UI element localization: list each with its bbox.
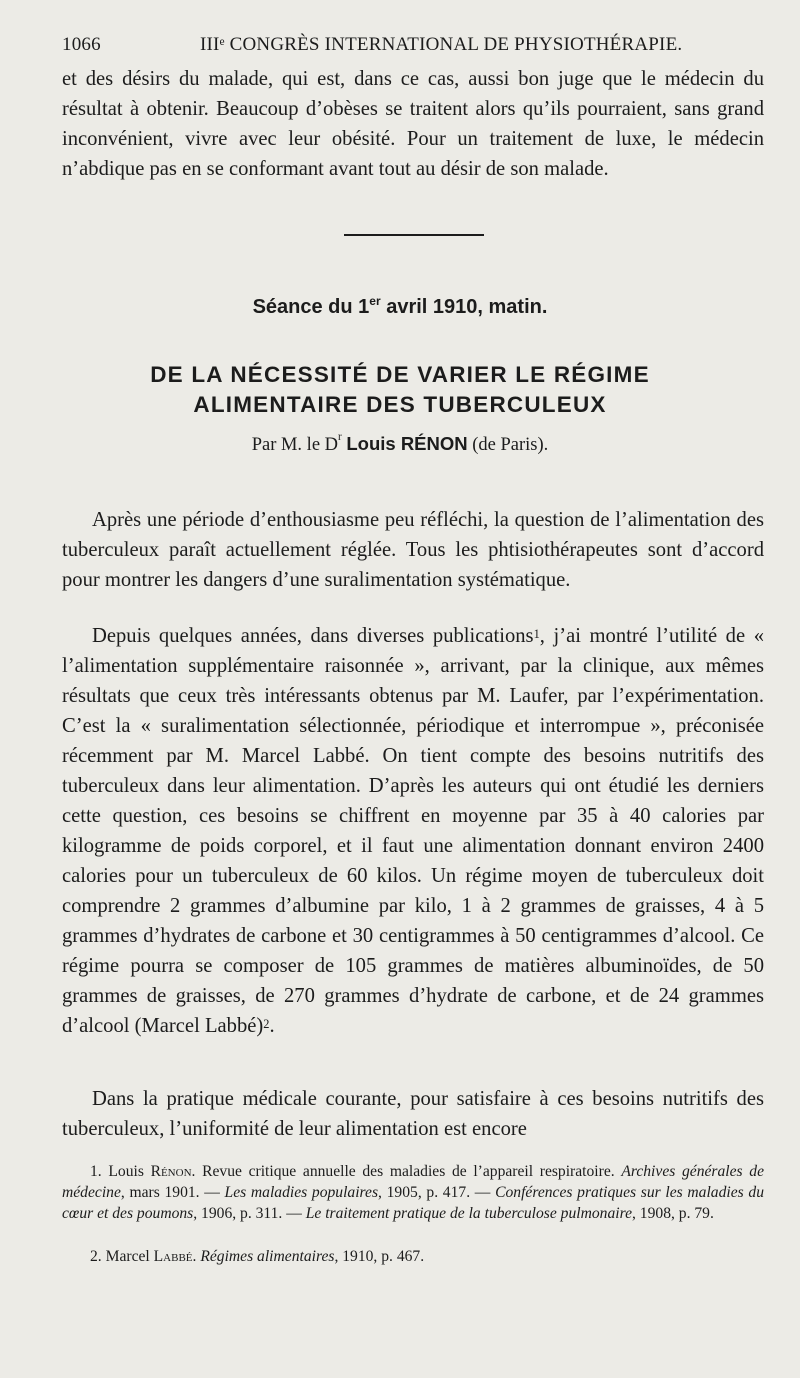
continuation-paragraph: et des désirs du malade, qui est, dans ce cas, aussi bon juge que le médecin du résultat à obtenir. Beaucoup d’obèses se traitent alors qu’ils pourraient, sans grand inconvénient, vivre avec leur obésité. Pour un traitement de luxe, le médecin n’abdique pas en se conformant avant tout au désir de son malade. [62,68,764,180]
article-title-line-2: ALIMENTAIRE DES TUBERCULEUX [193,392,607,417]
byline [0,433,800,456]
body-paragraph-2-text-a: Depuis quelques années, dans diverses publications [92,625,534,647]
fn1-b: . Revue critique annuelle des maladies de l’appareil respiratoire. [191,1163,622,1180]
body-paragraph-2-text-b: , j’ai montré l’utilité de « l’alimentation supplémentaire raisonnée », arrivant, par la clinique, aux mêmes résultats que ceux très intéressants obtenus par M. Laufer, par l’expérimentation. C’est la « suralimentation sélectionnée, périodique et interrompue », préconisée récemment par M. Marcel Labbé. On tient compte des besoins nutritifs des tuberculeux dans leur alimentation. D’après les auteurs qui ont étudié les derniers cette question, ces besoins se chiffrent en moyenne par 35 à 40 calories par kilogramme de poids corporel, et il faut une alimentation donnant environ 2400 calories pour un tuberculeux de 60 kilos. Un régime moyen de tuberculeux doit comprendre 2 grammes d’albumine par kilo, 1 à 2 grammes de graisses, 4 à 5 grammes d’hydrates de carbone et 30 centigrammes à 50 centigrammes d’alcool. Ce régime pourra se composer de 105 grammes de matières albuminoïdes, de 50 grammes de graisses, de 270 grammes d’hydrate de carbone, et de 24 grammes d’alcool (Marcel Labbé) [62,625,764,1037]
fn1-c: Archives générales de médecine [62,1163,764,1201]
footnote-1 [62,1161,764,1224]
footnote-ref-1: 1 [533,627,540,641]
fn2-a: 2. Marcel [90,1248,154,1265]
footnote-2 [62,1246,764,1267]
session-heading [0,296,800,319]
fn1-g: Conférences pratiques sur les maladies du cœur et des poumons [62,1184,764,1222]
byline-sup: r [338,431,342,443]
section-divider [344,234,484,236]
article-title-line-1: DE LA NÉCESSITÉ DE VARIER LE RÉGIME [150,362,650,387]
fn1-e: Les maladies populaires [224,1184,379,1201]
session-heading-prefix: Séance du 1 [252,296,370,318]
footnote-ref-2: 2 [263,1017,270,1031]
body-paragraph-1: Après une période d’enthousiasme peu réfléchi, la question de l’alimentation des tuberculeux paraît actuellement réglée. Tous les phtisiothérapeutes sont d’accord pour montrer les dangers d’une suralimentation systématique. [62,509,764,591]
fn1-a: 1. Louis [90,1163,151,1180]
running-title: IIIᵉ CONGRÈS INTERNATIONAL DE PHYSIOTHÉRAPIE. [200,34,683,55]
fn1-d: , mars 1901. — [120,1184,225,1201]
fn1-f: , 1905, p. 417. — [378,1184,496,1201]
session-heading-suffix: avril 1910, matin. [380,296,548,318]
fn1-h: , 1906, p. 311. — [193,1205,306,1222]
running-header [62,34,762,60]
body-paragraph-3: Dans la pratique médicale courante, pour satisfaire à ces besoins nutritifs des tuberculeux, l’uniformité de leur alimentation est encore [62,1088,764,1140]
page-number: 1066 [62,34,101,55]
fn1-i: Le traitement pratique de la tuberculose pulmonaire [305,1205,632,1222]
body-paragraph-2 [62,621,764,1041]
fn2-c: Régimes alimentaires [200,1248,335,1265]
fn1-j: , 1908, p. 79. [632,1205,714,1222]
byline-prefix: Par M. le D [251,435,339,455]
byline-suffix: (de Paris). [467,435,549,455]
body-paragraph-2-text-c: . [269,1015,275,1037]
session-heading-sup: er [369,294,381,308]
author-name: Louis RÉNON [346,433,468,454]
fn1-author: Rénon [150,1163,192,1180]
fn2-b: . [192,1248,201,1265]
fn2-d: , 1910, p. 467. [334,1248,425,1265]
fn2-author: Labbé [153,1248,193,1265]
